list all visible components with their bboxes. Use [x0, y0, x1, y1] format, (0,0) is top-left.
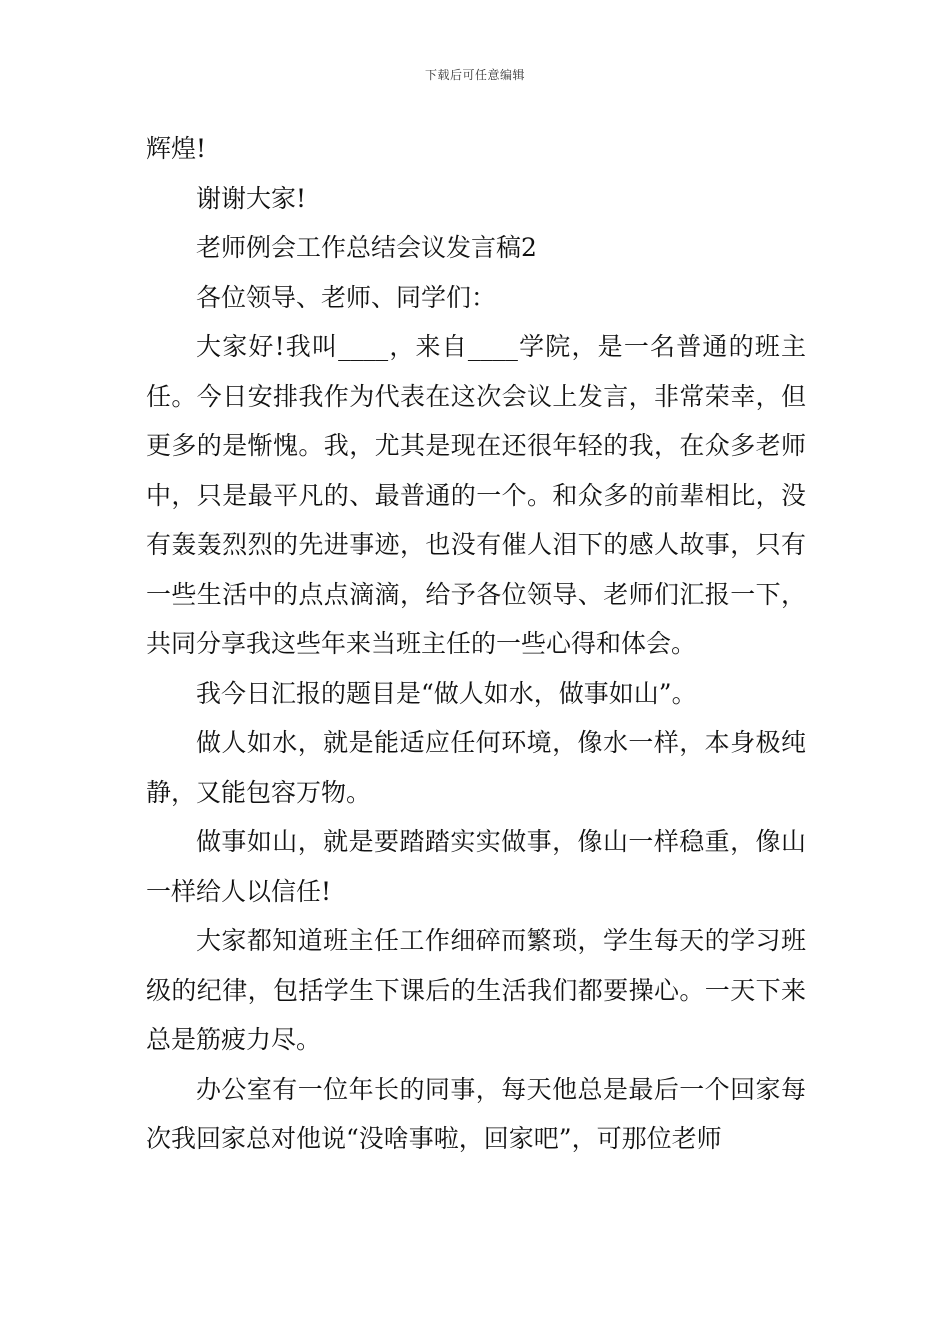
paragraph: 大家都知道班主任工作细碎而繁琐，学生每天的学习班级的纪律，包括学生下课后的生活我们都要操心。一天下来总是筋疲力尽。 [146, 926, 806, 1054]
salutation: 各位领导、老师、同学们： [196, 282, 497, 312]
section-title: 老师例会工作总结会议发言稿2 [196, 233, 537, 262]
document-body [146, 124, 806, 1164]
paragraph: 辉煌! [146, 134, 207, 163]
paragraph: 办公室有一位年长的同事，每天他总是最后一个回家每次我回家总对他说“没啥事啦，回家吧”，可那位老师 [146, 1074, 806, 1153]
paragraph: 做人如水，就是能适应任何环境，像水一样，本身极纯静，又能包容万物。 [146, 728, 806, 807]
paragraph: 我今日汇报的题目是“做人如水，做事如山”。 [196, 678, 697, 708]
paragraph: 做事如山，就是要踏踏实实做事，像山一样稳重，像山一样给人以信任! [146, 827, 806, 906]
paragraph: 大家好!我叫____，来自____学院，是一名普通的班主任。今日安排我作为代表在这次会议上发言，非常荣幸，但更多的是惭愧。我，尤其是现在还很年轻的我，在众多老师中，只是最平凡的、最普通的一个。和众多的前辈相比，没有轰轰烈烈的先进事迹，也没有催人泪下的感人故事，只有一些生活中的点点滴滴，给予各位领导、老师们汇报一下，共同分享我这些年来当班主任的一些心得和体会。 [146, 332, 806, 658]
page-header: 下载后可任意编辑 [424, 68, 525, 82]
paragraph: 谢谢大家! [196, 183, 307, 213]
